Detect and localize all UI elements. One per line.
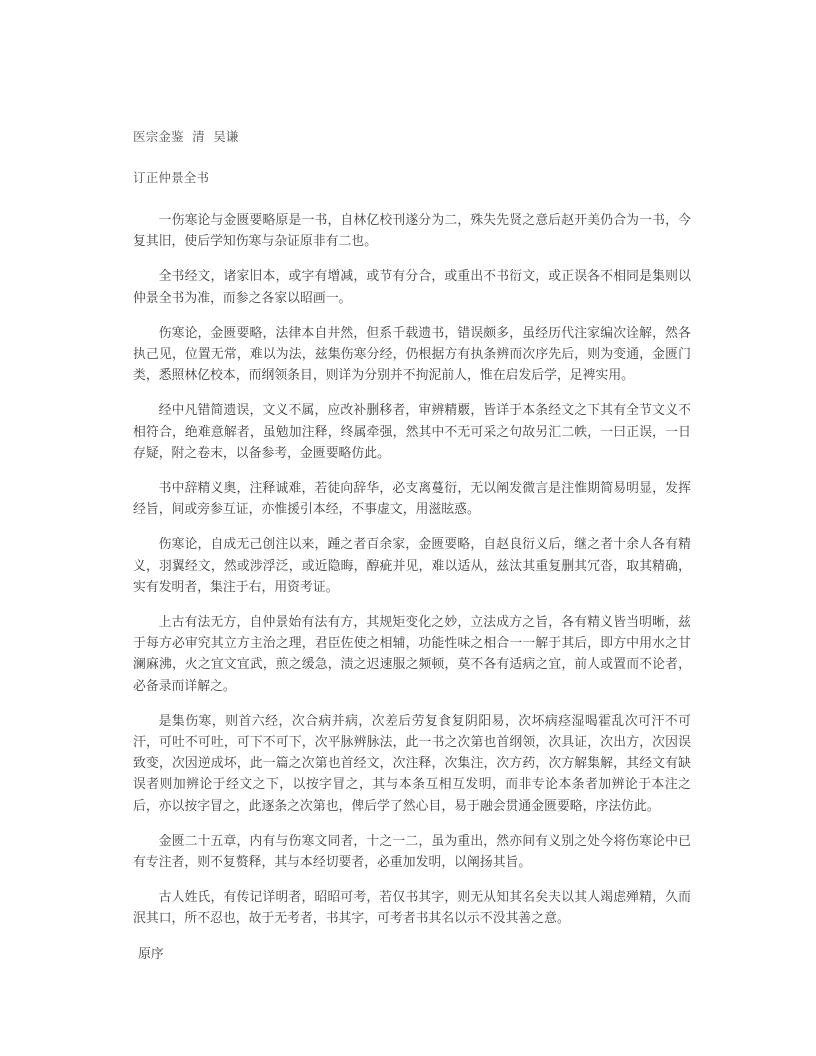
document-content: [133, 126, 691, 965]
paragraph: 伤寒论，金匮要略，法律本自井然，但系千载遗书，错误颇多，虽经历代注家编次诠解，然各执己见，位置无常，难以为法，兹集伤寒分经，仍根据方有执条辨而次序先后，则为变通，金匮门类，悉照林亿校本，而纲领条目，则详为分别并不拘泥前人，惟在启发后学，足裨实用。: [133, 325, 691, 384]
paragraph: 全书经文，诸家旧本，或字有增减，或节有分合，或重出不书衍文，或正误各不相同是集则以仲景全书为准，而参之各家以昭画一。: [133, 269, 691, 306]
paragraph: 一伤寒论与金匮要略原是一书，自林亿校刊遂分为二，殊失先贤之意后赵开美仍合为一书，今复其旧，使后学知伤寒与杂证原非有二也。: [133, 213, 691, 250]
paragraph: 上古有法无方，自仲景始有法有方，其规矩变化之妙，立法成方之旨，各有精义皆当明晰，兹于每方必审究其立方主治之理，君臣佐使之相辅，功能性味之相合一一解于其后，即方中用水之甘澜麻沸，火之宜文宜武，煎之缓急，渍之迟速服之频顿，莫不各有适病之宜，前人或置而不论者，必备录而详解之。: [133, 615, 691, 694]
paragraph: 古人姓氏，有传记详明者，昭昭可考，若仅书其字，则无从知其名矣夫以其人竭虑殚精，久而泯其口，所不忍也，故于无考者，书其字，可考者书其名以示不没其善之意。: [133, 890, 691, 927]
document-subtitle: 订正仲景全书: [133, 170, 210, 185]
section-footer: 原序: [138, 946, 164, 962]
paragraph: 伤寒论，自成无己创注以来，踵之者百余家，金匮要略，自赵良衍义后，继之者十余人各有精义，羽翼经文，然或涉浮泛，或近隐晦，醇疵并见，难以适从，兹汰其重复删其冗沓，取其精确，实有发明者，集注于右，用资考证。: [133, 537, 691, 595]
paragraph: 经中凡错简遗误，文义不属，应改补删移者，审辨精覈，皆详于本条经文之下其有全节文义不相符合，绝难意解者，虽勉加注释，终属牵强，然其中不无可采之句故另汇二帙，一曰正误，一日存疑，附之卷末，以备参考，金匮要略仿此。: [133, 403, 691, 461]
paragraph: 金匮二十五章，内有与伤寒文同者，十之一二，虽为重出，然亦间有义别之处今将伤寒论中已有专注者，则不复赘释，其与本经切要者，必重加发明，以阐扬其旨。: [133, 833, 691, 871]
paragraph: 是集伤寒，则首六经，次合病并病，次差后劳复食复阴阳易，次坏病痉湿喝霍乱次可汗不可汗，可吐不可吐，可下不可下，次平脉辨脉法，此一书之次第也首纲领，次具证，次出方，次因误致变，次因逆成坏，此一篇之次第也首经文，次注释，次集注，次方药，次方解集解，其经文有缺误者则加辨论于经文之下，以按字冒之，其与本条互相互发明，而非专论本条者加辨论于本注之后，亦以按字冒之，此逐条之次第也，俾后学了然心目，易于融会贯通金匮要略，序法仿此。: [133, 713, 691, 814]
paragraph: 书中辞精义奥，注释诚难，若徒向辞华，必支离蔓衍，无以阐发微言是注惟期简易明显，发挥经旨，间或旁参互证，亦惟援引本经，不事虚文，用滋眩惑。: [133, 481, 691, 518]
document-title: 医宗金鉴 清 吴谦: [133, 129, 239, 144]
